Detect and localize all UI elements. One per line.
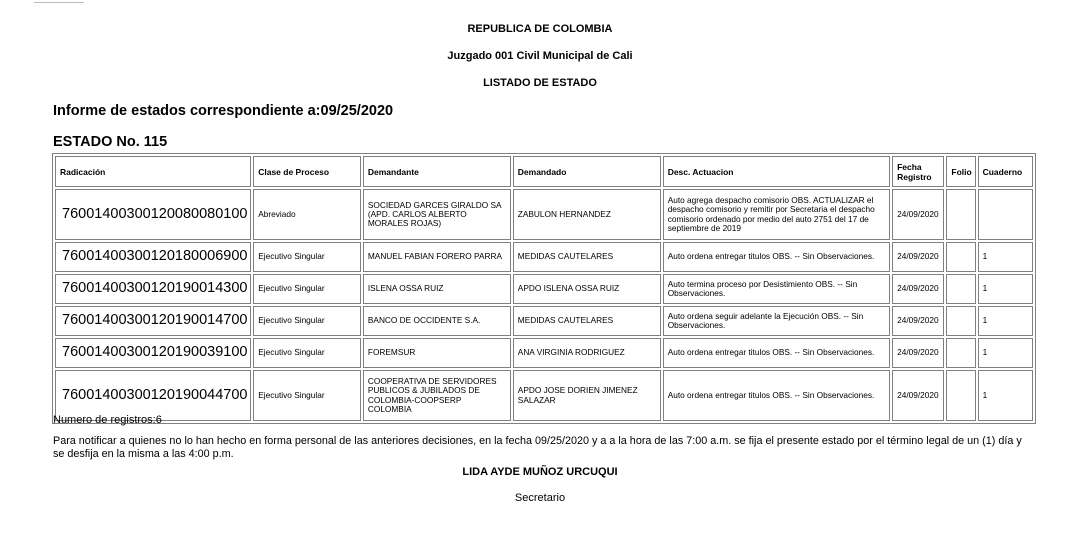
notification-text: Para notificar a quienes no lo han hecho en forma personal de las anteriores decisiones, en la fecha 09/25/2020 y a a la hora de las 7:00 a.m. se fija el presente estado por el término legal de un (1) día y se desfija en la misma a las 4:00 p.m. [53,435,1022,460]
table-row [55,274,1033,304]
cell-clase: Ejecutivo Singular [253,338,361,368]
estado-table-container [52,153,1036,424]
cell-demandado: MEDIDAS CAUTELARES [513,306,661,336]
cell-folio [946,306,975,336]
cell-actuacion: Auto ordena seguir adelante la Ejecución OBS. -- Sin Observaciones. [663,306,890,336]
col-header-clase: Clase de Proceso [253,156,361,187]
cell-demandado: MEDIDAS CAUTELARES [513,242,661,272]
cell-clase: Ejecutivo Singular [253,242,361,272]
cell-demandante: SOCIEDAD GARCES GIRALDO SA (APD. CARLOS ALBERTO MORALES ROJAS) [363,189,511,240]
cell-fecha: 24/09/2020 [892,242,944,272]
cell-cuaderno: 1 [978,274,1033,304]
cell-radicacion: 76001400300120190039100 [55,338,251,368]
col-header-fecha: Fecha Registro [892,156,944,187]
col-header-radicacion: Radicación [55,156,251,187]
signer-name: LIDA AYDE MUÑOZ URCUQUI [462,466,618,478]
country-heading: REPUBLICA DE COLOMBIA [467,23,613,35]
cell-fecha: 24/09/2020 [892,338,944,368]
signer-role: Secretario [514,492,566,504]
col-header-demandante: Demandante [363,156,511,187]
estado-table [52,153,1036,424]
col-header-demandado: Demandado [513,156,661,187]
table-row [55,306,1033,336]
cell-clase: Ejecutivo Singular [253,274,361,304]
report-title: Informe de estados correspondiente a:09/25/2020 [53,103,394,119]
estado-number: ESTADO No. 115 [53,134,168,150]
cell-actuacion: Auto ordena entregar titulos OBS. -- Sin Observaciones. [663,242,890,272]
cell-clase: Abreviado [253,189,361,240]
cell-cuaderno: 1 [978,306,1033,336]
listing-heading: LISTADO DE ESTADO [483,77,597,89]
col-header-folio: Folio [946,156,975,187]
record-count: Numero de registros:6 [53,414,162,426]
table-row [55,242,1033,272]
cell-demandado: APDO ISLENA OSSA RUIZ [513,274,661,304]
cell-cuaderno: 1 [978,370,1033,421]
table-header-row [55,156,1033,187]
cell-radicacion: 76001400300120190044700 [55,370,251,421]
col-header-actuacion: Desc. Actuacion [663,156,890,187]
cell-demandante: MANUEL FABIAN FORERO PARRA [363,242,511,272]
court-heading: Juzgado 001 Civil Municipal de Cali [447,50,633,62]
cell-folio [946,274,975,304]
col-header-cuaderno: Cuaderno [978,156,1033,187]
cell-radicacion: 76001400300120190014700 [55,306,251,336]
cell-demandado: ZABULON HERNANDEZ [513,189,661,240]
cell-cuaderno: 1 [978,338,1033,368]
cell-fecha: 24/09/2020 [892,306,944,336]
cell-radicacion: 76001400300120190014300 [55,274,251,304]
cell-fecha: 24/09/2020 [892,370,944,421]
cell-fecha: 24/09/2020 [892,274,944,304]
cell-radicacion: 76001400300120080080100 [55,189,251,240]
cell-cuaderno: 1 [978,242,1033,272]
cell-actuacion: Auto agrega despacho comisorio OBS. ACTUALIZAR el despacho comisorio y remitir por Secretaria el despacho comisorio ordenado por medio del auto 2751 del 17 de septiembre de 2019 [663,189,890,240]
cell-radicacion: 76001400300120180006900 [55,242,251,272]
cell-fecha: 24/09/2020 [892,189,944,240]
cell-demandado: ANA VIRGINIA RODRIGUEZ [513,338,661,368]
cell-actuacion: Auto termina proceso por Desistimiento OBS. -- Sin Observaciones. [663,274,890,304]
cell-actuacion: Auto ordena entregar titulos OBS. -- Sin Observaciones. [663,370,890,421]
table-row [55,370,1033,421]
cell-folio [946,338,975,368]
cell-cuaderno [978,189,1033,240]
cell-demandante: ISLENA OSSA RUIZ [363,274,511,304]
cell-folio [946,370,975,421]
table-row [55,338,1033,368]
clipped-top-edge [0,0,1080,6]
cell-folio [946,189,975,240]
cell-folio [946,242,975,272]
cell-demandado: APDO JOSE DORIEN JIMENEZ SALAZAR [513,370,661,421]
cell-actuacion: Auto ordena entregar titulos OBS. -- Sin Observaciones. [663,338,890,368]
cell-clase: Ejecutivo Singular [253,370,361,421]
cell-clase: Ejecutivo Singular [253,306,361,336]
cell-demandante: BANCO DE OCCIDENTE S.A. [363,306,511,336]
table-row [55,189,1033,240]
cell-demandante: FOREMSUR [363,338,511,368]
cell-demandante: COOPERATIVA DE SERVIDORES PUBLICOS & JUBILADOS DE COLOMBIA-COOPSERP COLOMBIA [363,370,511,421]
